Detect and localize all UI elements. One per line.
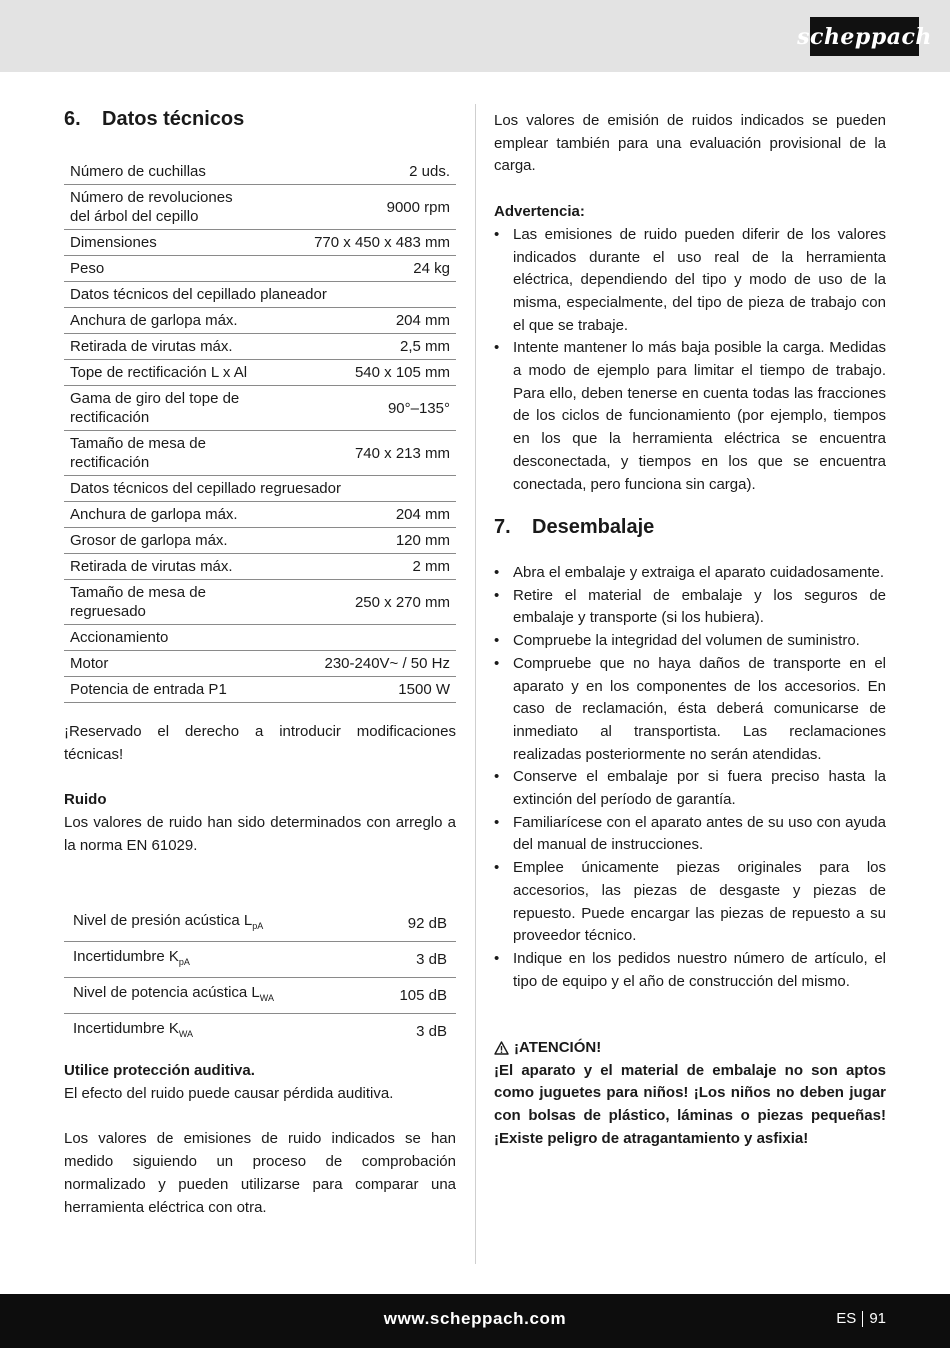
list-item: • Retire el material de embalaje y los seguros de embalaje y transporte (si los hubiera). — [494, 585, 886, 630]
attention-text: ¡El aparato y el material de embalaje no son aptos como juguetes para niños! ¡Los niños no deben jugar con bolsas de plástico, láminas o piezas pequeñas! ¡Existe peligro de atragantamiento y asfixia! — [494, 1061, 886, 1147]
spec-value: 2,5 mm — [254, 334, 456, 360]
spec-label: Grosor de garlopa máx. — [64, 528, 254, 554]
list-item: • Emplee únicamente piezas originales para los accesorios, las piezas de desgaste y piezas de repuesto. Puede encargar las piezas de repuesto a su proveedor técnico. — [494, 857, 886, 948]
attention-heading-text: ¡ATENCIÓN! — [514, 1039, 602, 1056]
language-code: ES — [836, 1310, 857, 1327]
list-item: • Abra el embalaje y extraiga el aparato cuidadosamente. — [494, 562, 886, 585]
hearing-text: El efecto del ruido puede causar pérdida auditiva. — [64, 1084, 394, 1102]
spec-label: Retirada de virutas máx. — [64, 554, 254, 580]
noise-value: 3 dB — [416, 1023, 447, 1040]
noise-label-cell — [64, 906, 366, 942]
spec-row — [64, 677, 456, 703]
emission-text: Los valores de emisiones de ruido indicados se han medido siguiendo un proceso de comprobación normalizado y pueden utilizarse para comparar una herramienta eléctrica con otra. — [64, 1130, 456, 1216]
spec-row — [64, 185, 456, 230]
spec-value: 540 x 105 mm — [254, 360, 456, 386]
spec-row — [64, 528, 456, 554]
noise-subscript: pA — [178, 957, 190, 967]
spec-label: Accionamiento — [64, 625, 456, 651]
page-number: 91 — [869, 1310, 886, 1327]
reserved-note: ¡Reservado el derecho a introducir modificaciones técnicas! — [64, 723, 456, 763]
spec-value: 90°–135° — [254, 386, 456, 431]
unpacking-block — [494, 562, 886, 993]
spec-row — [64, 502, 456, 528]
noise-subscript: WA — [178, 1029, 194, 1039]
brand-logo — [797, 17, 932, 56]
spec-label: Tope de rectificación L x Al — [64, 360, 254, 386]
noise-row — [64, 906, 456, 942]
noise-label-cell — [64, 1014, 366, 1050]
spec-row — [64, 334, 456, 360]
spec-value: 1500 W — [254, 677, 456, 703]
left-notes — [64, 721, 456, 858]
spec-label: Gama de giro del tope de rectificación — [64, 386, 254, 431]
spec-label: Potencia de entrada P1 — [64, 677, 254, 703]
spec-value: 120 mm — [254, 528, 456, 554]
section-6-heading — [64, 108, 244, 131]
noise-label: Nivel de potencia acústica L — [73, 984, 260, 1001]
spec-label: Datos técnicos del cepillado regruesador — [64, 476, 456, 502]
spec-value: 9000 rpm — [254, 185, 456, 230]
attention-heading — [494, 1037, 886, 1060]
section-7-heading — [494, 516, 654, 539]
list-item: • Conserve el embalaje por si fuera preciso hasta la extinción del período de garantía. — [494, 766, 886, 811]
list-item: • Compruebe que no haya daños de transporte en el aparato y en los componentes de los accesorios. En caso de reclamación, ésta deberá comunicarse de inmediato al transportista. Las reclamaciones realizadas posteriormente no serán atendidas. — [494, 653, 886, 767]
right-intro: Los valores de emisión de ruidos indicados se pueden emplear también para una evaluación provisional de la carga. — [494, 112, 886, 175]
spec-label: Anchura de garlopa máx. — [64, 308, 254, 334]
spec-row — [64, 386, 456, 431]
right-top — [494, 110, 886, 496]
noise-row — [64, 942, 456, 978]
noise-subscript: pA — [252, 921, 264, 931]
list-item: • Intente mantener lo más baja posible la carga. Medidas a modo de ejemplo para limitar el tiempo de trabajo. Para ello, deben tenerse en cuenta todas las fracciones de los ciclos de funcionamiento (por ejemplo, tiempos en los que la herramienta eléctrica se encuentra desconectada, y tiempos en los que se encuentra conectada, pero funciona sin carga). — [494, 337, 886, 496]
spec-label: Motor — [64, 651, 254, 677]
noise-label: Incertidumbre K — [73, 1020, 179, 1037]
page-separator — [862, 1311, 863, 1327]
brand-logo-text: scheppach — [797, 23, 932, 50]
spec-row — [64, 230, 456, 256]
spec-row — [64, 256, 456, 282]
noise-label-cell — [64, 978, 366, 1014]
noise-label: Nivel de presión acústica L — [73, 912, 253, 929]
spec-label: Peso — [64, 256, 254, 282]
spec-row — [64, 476, 456, 502]
warning-list — [494, 224, 886, 496]
spec-row — [64, 554, 456, 580]
list-item: • Indique en los pedidos nuestro número de artículo, el tipo de equipo y el año de construcción del mismo. — [494, 948, 886, 993]
spec-row — [64, 282, 456, 308]
footer-url[interactable]: www.scheppach.com — [383, 1309, 567, 1328]
spec-row — [64, 431, 456, 476]
spec-row — [64, 580, 456, 625]
spec-value: 740 x 213 mm — [254, 431, 456, 476]
spec-label: Retirada de virutas máx. — [64, 334, 254, 360]
unpacking-list — [494, 562, 886, 993]
spec-value: 204 mm — [254, 308, 456, 334]
spec-label: Datos técnicos del cepillado planeador — [64, 282, 456, 308]
spec-value: 204 mm — [254, 502, 456, 528]
page-indicator — [836, 1310, 886, 1327]
footer — [0, 1294, 950, 1348]
section-title: Desembalaje — [532, 516, 655, 538]
warning-triangle-icon — [494, 1041, 509, 1055]
spec-value: 2 mm — [254, 554, 456, 580]
spec-label: Dimensiones — [64, 230, 254, 256]
section-title: Datos técnicos — [102, 108, 245, 130]
hearing-heading: Utilice protección auditiva. — [64, 1062, 255, 1079]
attention-block — [494, 1037, 886, 1151]
left-bottom — [64, 1060, 456, 1219]
spec-row — [64, 308, 456, 334]
spec-value: 24 kg — [254, 256, 456, 282]
warning-heading: Advertencia: — [494, 203, 585, 221]
noise-table — [64, 906, 456, 1049]
noise-subscript: WA — [259, 993, 274, 1003]
spec-value: 250 x 270 mm — [254, 580, 456, 625]
spec-value: 2 uds. — [254, 159, 456, 185]
spec-value: 230-240V~ / 50 Hz — [254, 651, 456, 677]
noise-intro: Los valores de ruido han sido determinados con arreglo a la norma EN 61029. — [64, 814, 456, 854]
specs-table — [64, 159, 456, 703]
section-number: 7. — [494, 516, 511, 538]
noise-label-cell — [64, 942, 366, 978]
spec-label: Tamaño de mesa de regruesado — [64, 580, 254, 625]
section-number: 6. — [64, 108, 81, 130]
list-item: • Las emisiones de ruido pueden diferir de los valores indicados durante el uso real de la herramienta eléctrica, dependiendo del tipo y modo de uso de la misma, especialmente, del tipo de pieza de trabajo con el que se trabaje. — [494, 224, 886, 338]
noise-row — [64, 978, 456, 1014]
spec-row — [64, 625, 456, 651]
list-item: • Compruebe la integridad del volumen de suministro. — [494, 630, 886, 653]
list-item: • Familiarícese con el aparato antes de su uso con ayuda del manual de instrucciones. — [494, 812, 886, 857]
noise-row — [64, 1014, 456, 1050]
spec-value: 770 x 450 x 483 mm — [254, 230, 456, 256]
spec-row — [64, 159, 456, 185]
spec-label: Tamaño de mesa de rectificación — [64, 431, 254, 476]
spec-label: Número de revoluciones del árbol del cepillo — [64, 185, 254, 230]
noise-heading: Ruido — [64, 791, 107, 809]
noise-value: 3 dB — [366, 942, 456, 978]
noise-value: 105 dB — [366, 978, 456, 1014]
column-divider — [475, 104, 476, 1264]
spec-row — [64, 651, 456, 677]
noise-label: Incertidumbre K — [73, 948, 179, 965]
noise-value: 92 dB — [366, 906, 456, 942]
spec-label: Número de cuchillas — [64, 159, 254, 185]
spec-row — [64, 360, 456, 386]
spec-label: Anchura de garlopa máx. — [64, 502, 254, 528]
